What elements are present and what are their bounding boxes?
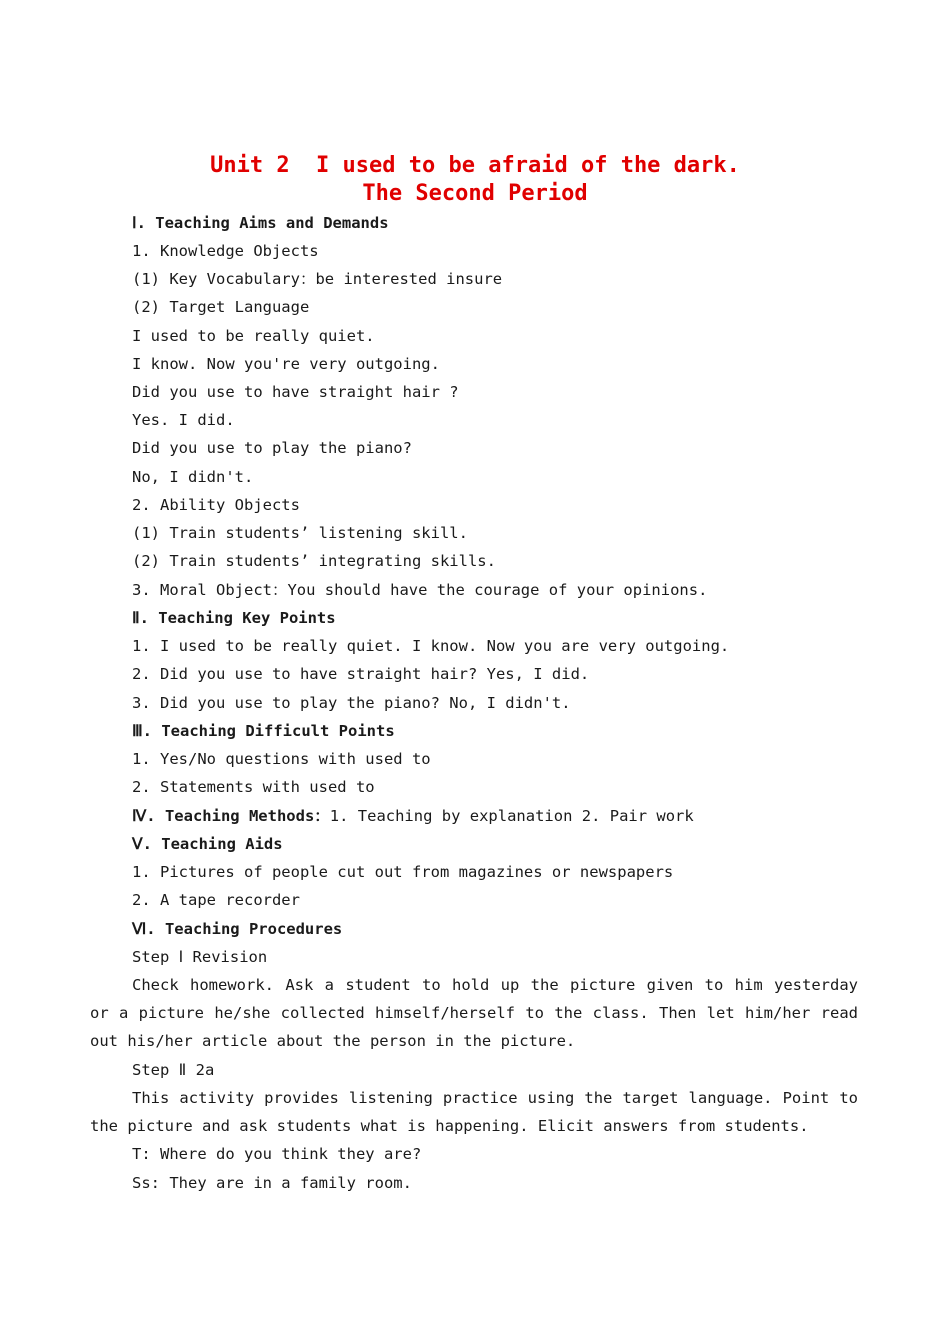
text-line: Yes. I did. [132,411,235,429]
text-line: 1. Yes/No questions with used to [132,750,431,768]
step-2-title: Step Ⅱ 2a [132,1061,215,1079]
step-1-paragraph: Check homework. Ask a student to hold up the picture given to him yesterday or a picture he/she collected himself/herself to the class. Then let him/her read out his/her article about the person in the picture. [90,976,858,1051]
step-2-paragraph: This activity provides listening practice using the target language. Point to the picture and ask students what is happening. Elicit answers from students. [90,1089,858,1136]
dialog-line: T: Where do you think they are? [132,1145,422,1163]
text-line: 2. Ability Objects [132,496,300,514]
dialog-line: Ss: They are in a family room. [132,1174,412,1192]
text-line: I used to be really quiet. [132,327,375,345]
text-line: 1. Knowledge Objects [132,242,319,260]
section-4-heading: Ⅳ. Teaching Methods： [132,807,330,825]
title-line-2: The Second Period [362,181,588,206]
text-line: (1) Key Vocabulary：be interested insure [132,270,503,288]
section-1-heading: Ⅰ. Teaching Aims and Demands [132,214,389,232]
title-line-1: Unit 2 I used to be afraid of the dark. [210,153,740,178]
text-line: Did you use to have straight hair ? [132,383,459,401]
text-line: 3. Did you use to play the piano? No, I didn't. [132,694,571,712]
text-line: Did you use to play the piano? [132,439,412,457]
section-4-line [132,806,694,826]
text-line: 2. Did you use to have straight hair? Yes, I did. [132,665,590,683]
text-line: I know. Now you're very outgoing. [132,355,440,373]
text-line: 2. Statements with used to [132,778,375,796]
step-1-title: Step Ⅰ Revision [132,948,268,966]
section-6-heading: Ⅵ. Teaching Procedures [132,920,343,938]
text-line: (2) Train students’ integrating skills. [132,552,496,570]
text-line: (2) Target Language [132,298,310,316]
section-4-text: 1. Teaching by explanation 2. Pair work [329,807,694,825]
text-line: 1. Pictures of people cut out from magazines or newspapers [132,863,674,881]
section-5-heading: Ⅴ. Teaching Aids [132,835,283,853]
section-2-heading: Ⅱ. Teaching Key Points [132,609,336,627]
text-line: 2. A tape recorder [132,891,300,909]
text-line: (1) Train students’ listening skill. [132,524,468,542]
text-line: 1. I used to be really quiet. I know. Now you are very outgoing. [132,637,730,655]
text-line: 3. Moral Object：You should have the courage of your opinions. [132,581,708,599]
section-3-heading: Ⅲ. Teaching Difficult Points [132,722,395,740]
text-line: No, I didn't. [132,468,254,486]
